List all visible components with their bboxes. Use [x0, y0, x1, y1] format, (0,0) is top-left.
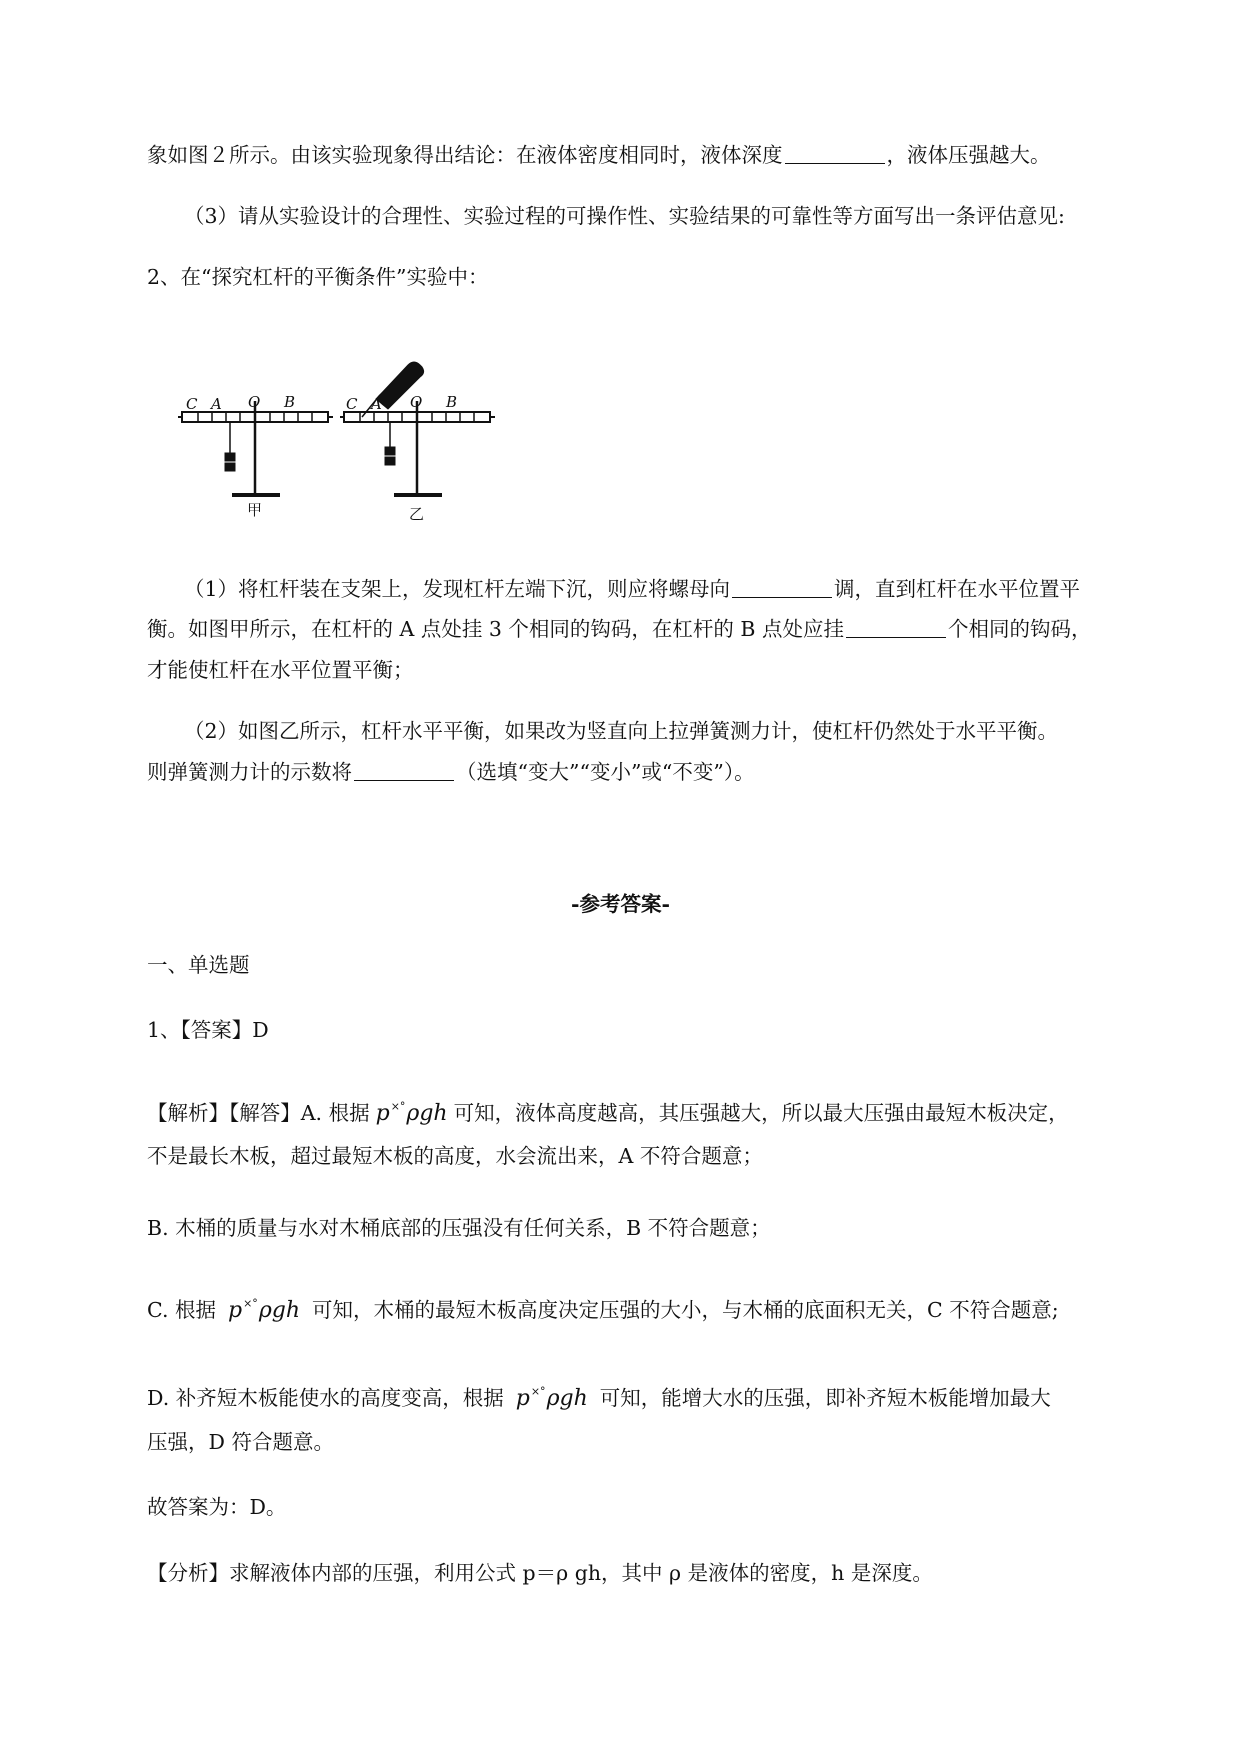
answer-heading: -参考答案-	[570, 892, 671, 916]
answer-blank	[846, 617, 946, 638]
text-segment: 衡。如图甲所示，在杠杆的 A 点处挂 3 个相同的钩码，在杠杆的 B 点处应挂	[147, 617, 845, 641]
text-segment: 一、单选题	[147, 953, 250, 977]
text-segment: 故答案为：D。	[147, 1495, 287, 1519]
text-line-q2-cont	[147, 757, 1157, 787]
text-segment: （1）将杠杆装在支架上，发现杠杆左端下沉，则应将螺母向	[184, 577, 731, 601]
text-segment: D. 补齐短木板能使水的高度变高，根据	[147, 1386, 504, 1410]
answer-item	[147, 1015, 1157, 1045]
label-b: B	[446, 393, 458, 411]
label-o: O	[410, 393, 423, 411]
text-segment: 可知，能增大水的压强，即补齐短木板能增加最大	[599, 1386, 1051, 1410]
text-segment: ，液体压强越大。	[886, 143, 1051, 167]
text-line-q2	[184, 716, 1194, 746]
pressure-formula: p×°ρgh	[375, 1100, 448, 1126]
text-segment: 个相同的钩码，	[948, 617, 1092, 641]
label-o: O	[248, 393, 261, 411]
lever-jia-labels	[186, 393, 295, 413]
lever-figure-yi	[340, 362, 495, 495]
text-segment: 才能使杠杆在水平位置平衡；	[147, 658, 414, 682]
explanation-b	[147, 1213, 1157, 1243]
answer-blank	[785, 143, 885, 164]
text-segment: 【解析】【解答】A. 根据	[147, 1101, 370, 1125]
text-line-question-3	[184, 201, 1194, 231]
text-segment: C. 根据	[147, 1298, 216, 1322]
text-segment: 1、【答案】D	[147, 1018, 269, 1042]
explanation-a	[147, 1092, 1157, 1129]
hook-weight	[385, 447, 395, 455]
answer-analysis	[147, 1558, 1157, 1588]
text-line-q1	[184, 574, 1194, 604]
answer-blank	[354, 760, 454, 781]
text-segment: 可知，液体高度越高，其压强越大，所以最大压强由最短木板决定，	[453, 1101, 1069, 1125]
text-segment: 则弹簧测力计的示数将	[147, 760, 352, 784]
label-c: C	[346, 395, 358, 413]
label-a: A	[211, 395, 222, 413]
text-segment: （2）如图乙所示，杠杆水平平衡，如果改为竖直向上拉弹簧测力计，使杠杆仍然处于水平平衡。	[184, 719, 1059, 743]
hook-weight	[225, 463, 235, 471]
text-segment: 可知，木桶的最短木板高度决定压强的大小，与木桶的底面积无关，C 不符合题意;	[312, 1298, 1059, 1322]
text-segment: 调，直到杠杆在水平位置平	[834, 577, 1081, 601]
caption-yi: 乙	[409, 505, 425, 523]
lever-figure-jia	[178, 401, 333, 495]
label-a: A	[371, 395, 382, 413]
section-heading	[147, 950, 1157, 980]
label-c: C	[186, 395, 198, 413]
text-segment: （3）请从实验设计的合理性、实验过程的可操作性、实验结果的可靠性等方面写出一条评估意见:	[184, 204, 1065, 228]
text-line-problem-2	[147, 262, 1157, 292]
pressure-formula: p×°ρgh	[228, 1297, 300, 1323]
text-segment: 2、在“探究杠杆的平衡条件”实验中：	[147, 265, 489, 289]
text-line-q1-cont	[147, 614, 1157, 644]
hook-weight	[385, 457, 395, 465]
explanation-d-cont	[147, 1427, 1157, 1457]
lever-experiment-figure	[176, 355, 526, 535]
text-line-conclusion	[147, 140, 1157, 170]
text-segment: 【分析】求解液体内部的压强，利用公式 p＝ρ gh，其中 ρ 是液体的密度，h 是深度。	[147, 1561, 933, 1585]
text-segment: 不是最长木板，超过最短木板的高度，水会流出来，A 不符合题意；	[147, 1144, 763, 1168]
text-segment: （选填“变大”“变小”或“不变”）。	[456, 760, 755, 784]
explanation-c	[147, 1289, 1157, 1326]
explanation-a-cont	[147, 1141, 1157, 1171]
answer-blank	[732, 577, 832, 598]
text-line-q1-end	[147, 655, 1157, 685]
text-segment: 压强，D 符合题意。	[147, 1430, 334, 1454]
answer-conclusion	[147, 1492, 1157, 1522]
text-segment: 象如图２所示。由该实验现象得出结论：在液体密度相同时，液体深度	[147, 143, 783, 167]
text-segment: B. 木桶的质量与水对木桶底部的压强没有任何关系，B 不符合题意；	[147, 1216, 771, 1240]
pressure-formula: p×°ρgh	[515, 1385, 588, 1411]
explanation-d	[147, 1377, 1157, 1414]
caption-jia: 甲	[247, 501, 263, 519]
label-b: B	[284, 393, 296, 411]
hook-weight	[225, 453, 235, 461]
